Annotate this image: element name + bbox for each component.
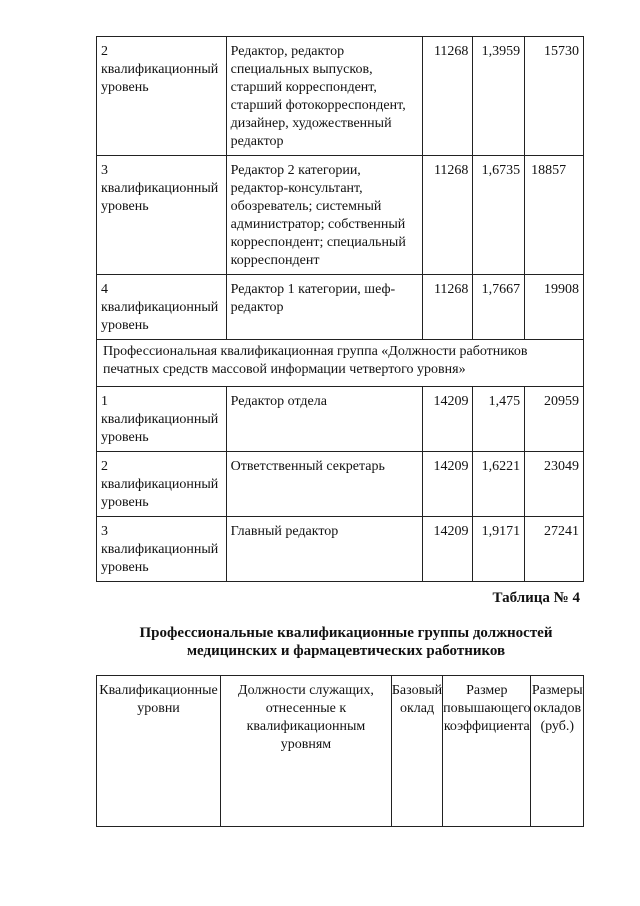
position-cell: Редактор, редактор специальных выпусков, старший корреспондент, старший фотокорреспондент, дизайнер, художественный редактор <box>226 37 422 156</box>
coefficient-cell: 1,6735 <box>473 156 525 275</box>
table-number: Таблица № 4 <box>492 590 580 606</box>
level-cell: 4 квалификационный уровень <box>97 275 227 340</box>
qualification-table-2 <box>96 675 584 827</box>
base-salary-cell: 14209 <box>422 517 473 582</box>
position-cell: Главный редактор <box>226 517 422 582</box>
salary-cell: 18857 <box>525 156 584 275</box>
header-coefficient: Размер повышающего коэффициента <box>443 676 531 827</box>
coefficient-cell: 1,475 <box>473 387 525 452</box>
salary-cell: 23049 <box>525 452 584 517</box>
table-row <box>97 275 584 340</box>
base-salary-cell: 11268 <box>422 275 473 340</box>
position-cell: Ответственный секретарь <box>226 452 422 517</box>
base-salary-cell: 11268 <box>422 37 473 156</box>
position-cell: Редактор 2 категории, редактор-консультант, обозреватель; системный администратор; собственный корреспондент; специальный корреспондент <box>226 156 422 275</box>
base-salary-cell: 11268 <box>422 156 473 275</box>
header-row <box>97 676 584 827</box>
salary-cell: 15730 <box>525 37 584 156</box>
level-cell: 3 квалификационный уровень <box>97 156 227 275</box>
salary-cell: 27241 <box>525 517 584 582</box>
header-salary: Размеры окладов (руб.) <box>531 676 584 827</box>
level-cell: 2 квалификационный уровень <box>97 37 227 156</box>
position-cell: Редактор отдела <box>226 387 422 452</box>
header-base-salary: Базовый оклад <box>391 676 442 827</box>
table-row <box>97 156 584 275</box>
table-row <box>97 37 584 156</box>
table-row <box>97 517 584 582</box>
level-cell: 3 квалификационный уровень <box>97 517 227 582</box>
salary-cell: 20959 <box>525 387 584 452</box>
coefficient-cell: 1,3959 <box>473 37 525 156</box>
coefficient-cell: 1,6221 <box>473 452 525 517</box>
position-cell: Редактор 1 категории, шеф-редактор <box>226 275 422 340</box>
table-row <box>97 387 584 452</box>
coefficient-cell: 1,9171 <box>473 517 525 582</box>
base-salary-cell: 14209 <box>422 387 473 452</box>
table-title: Профессиональные квалификационные группы должностей медицинских и фармацевтических работников <box>139 625 553 659</box>
table-row <box>97 452 584 517</box>
salary-cell: 19908 <box>525 275 584 340</box>
header-levels: Квалификационные уровни <box>97 676 221 827</box>
qualification-table-1 <box>96 36 584 582</box>
coefficient-cell: 1,7667 <box>473 275 525 340</box>
group-heading-row <box>97 340 584 387</box>
level-cell: 1 квалификационный уровень <box>97 387 227 452</box>
header-positions: Должности служащих, отнесенные к квалификационным уровням <box>221 676 392 827</box>
level-cell: 2 квалификационный уровень <box>97 452 227 517</box>
base-salary-cell: 14209 <box>422 452 473 517</box>
group-heading: Профессиональная квалификационная группа «Должности работников печатных средств массовой информации четвертого уровня» <box>97 340 584 387</box>
